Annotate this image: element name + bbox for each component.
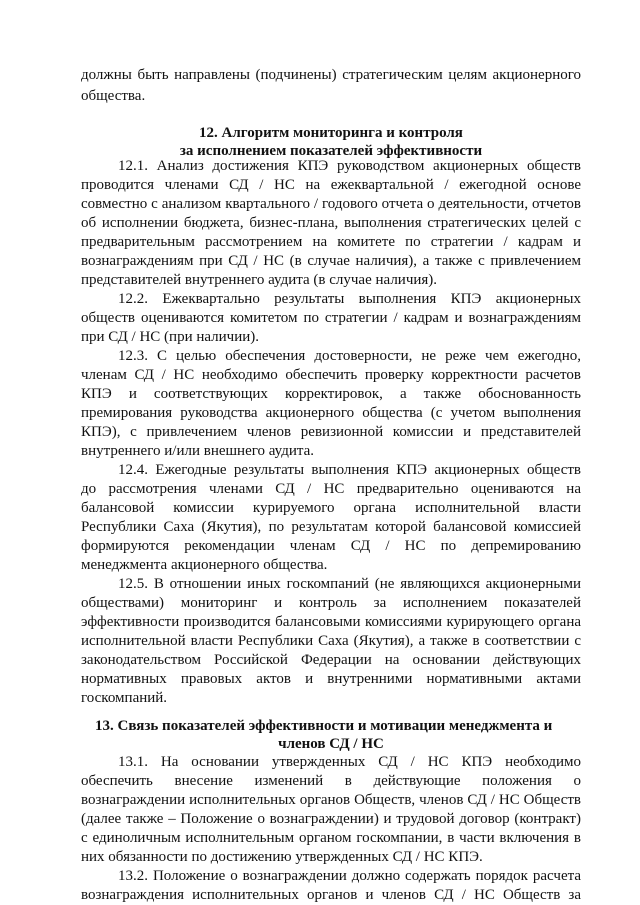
text-line: общества. [81,88,146,104]
section-13-heading: 13. Связь показателей эффективности и мотивации менеджмента и [95,718,553,734]
text-line: обществ оцениваются комитетом по стратегии / кадрам и вознаграждениям [81,310,581,326]
text-line: исполнительной власти Республики Саха (Якутия), а также в соответствии с [81,633,581,649]
text-line: до рассмотрения членами СД / НС предварительно оцениваются на [81,481,581,497]
text-line: законодательством Российской Федерации на основании действующих [81,652,581,668]
text-line: КПЭ и соответствующих корректировок, а также обоснованность [81,386,581,402]
text-line: об исполнении бюджета, бизнес-плана, выполнения стратегических целей с [81,215,581,231]
text-line: обществами) мониторинг и контроль за исполнением показателей [81,595,581,611]
text-line: Республики Саха (Якутия), по результатам которой балансовой комиссией [81,519,581,535]
text-line: внутреннего и/или внешнего аудита. [81,443,315,459]
text-line: предварительным рассмотрением на комитете по стратегии / кадрам и [81,234,581,250]
text-line: 13.2. Положение о вознаграждении должно содержать порядок расчета [118,868,581,884]
text-line: вознаграждения исполнительных органов и членов СД / НС Обществ за [81,887,581,903]
text-line: 12.5. В отношении иных госкомпаний (не являющихся акционерными [118,576,581,592]
text-line: КПЭ), с привлечением членов ревизионной комиссии и представителей [81,424,581,440]
text-line: 12.1. Анализ достижения КПЭ руководством акционерных обществ [118,158,581,174]
text-line: вознаграждении исполнительных органов Обществ, членов СД / НС Обществ [81,792,581,808]
text-line: менеджмента акционерного общества. [81,557,328,573]
text-line: (далее также – Положение о вознаграждении) и трудовой договор (контракт) [81,811,581,827]
text-line: представителей внутреннего аудита (в случае наличия). [81,272,438,288]
section-12-heading-cont: за исполнением показателей эффективности [179,143,483,159]
text-line: госкомпаний. [81,690,168,706]
text-line: обеспечить внесение изменений в действующие положения о [81,773,581,789]
section-12-heading: 12. Алгоритм мониторинга и контроля [199,125,463,141]
text-line: должны быть направлены (подчинены) стратегическим целям акционерного [81,67,581,83]
text-line: балансовой комиссии курируемого органа исполнительной власти [81,500,581,516]
text-line: нормативных правовых актов и внутренними нормативными актами [81,671,581,687]
text-line: премирования руководства акционерного общества (с учетом выполнения [81,405,581,421]
text-line: 12.3. С целью обеспечения достоверности, не реже чем ежегодно, [118,348,581,364]
section-13-heading-cont: членов СД / НС [278,736,384,752]
text-line: эффективности производится балансовыми комиссиями курирующего органа [81,614,581,630]
text-line: формируются рекомендации членам СД / НС по депремированию [81,538,581,554]
text-line: проводится членами СД / НС на ежеквартальной / ежегодной основе [81,177,581,193]
text-line: 12.4. Ежегодные результаты выполнения КПЭ акционерных обществ [118,462,581,478]
text-line: при СД / НС (при наличии). [81,329,260,345]
text-line: 13.1. На основании утвержденных СД / НС КПЭ необходимо [118,754,581,770]
text-line: членам СД / НС необходимо обеспечить проверку корректности расчетов [81,367,581,383]
text-line: с единоличным исполнительным органом госкомпании, в части включения в [81,830,581,846]
text-line: совместно с анализом квартального / годового отчета о деятельности, отчетов [81,196,581,212]
text-line: 12.2. Ежеквартально результаты выполнения КПЭ акционерных [118,291,581,307]
text-line: вознаграждениям при СД / НС (в случае наличия), а также с привлечением [81,253,581,269]
text-line: них обязанности по достижению утвержденных СД / НС КПЭ. [81,849,483,865]
